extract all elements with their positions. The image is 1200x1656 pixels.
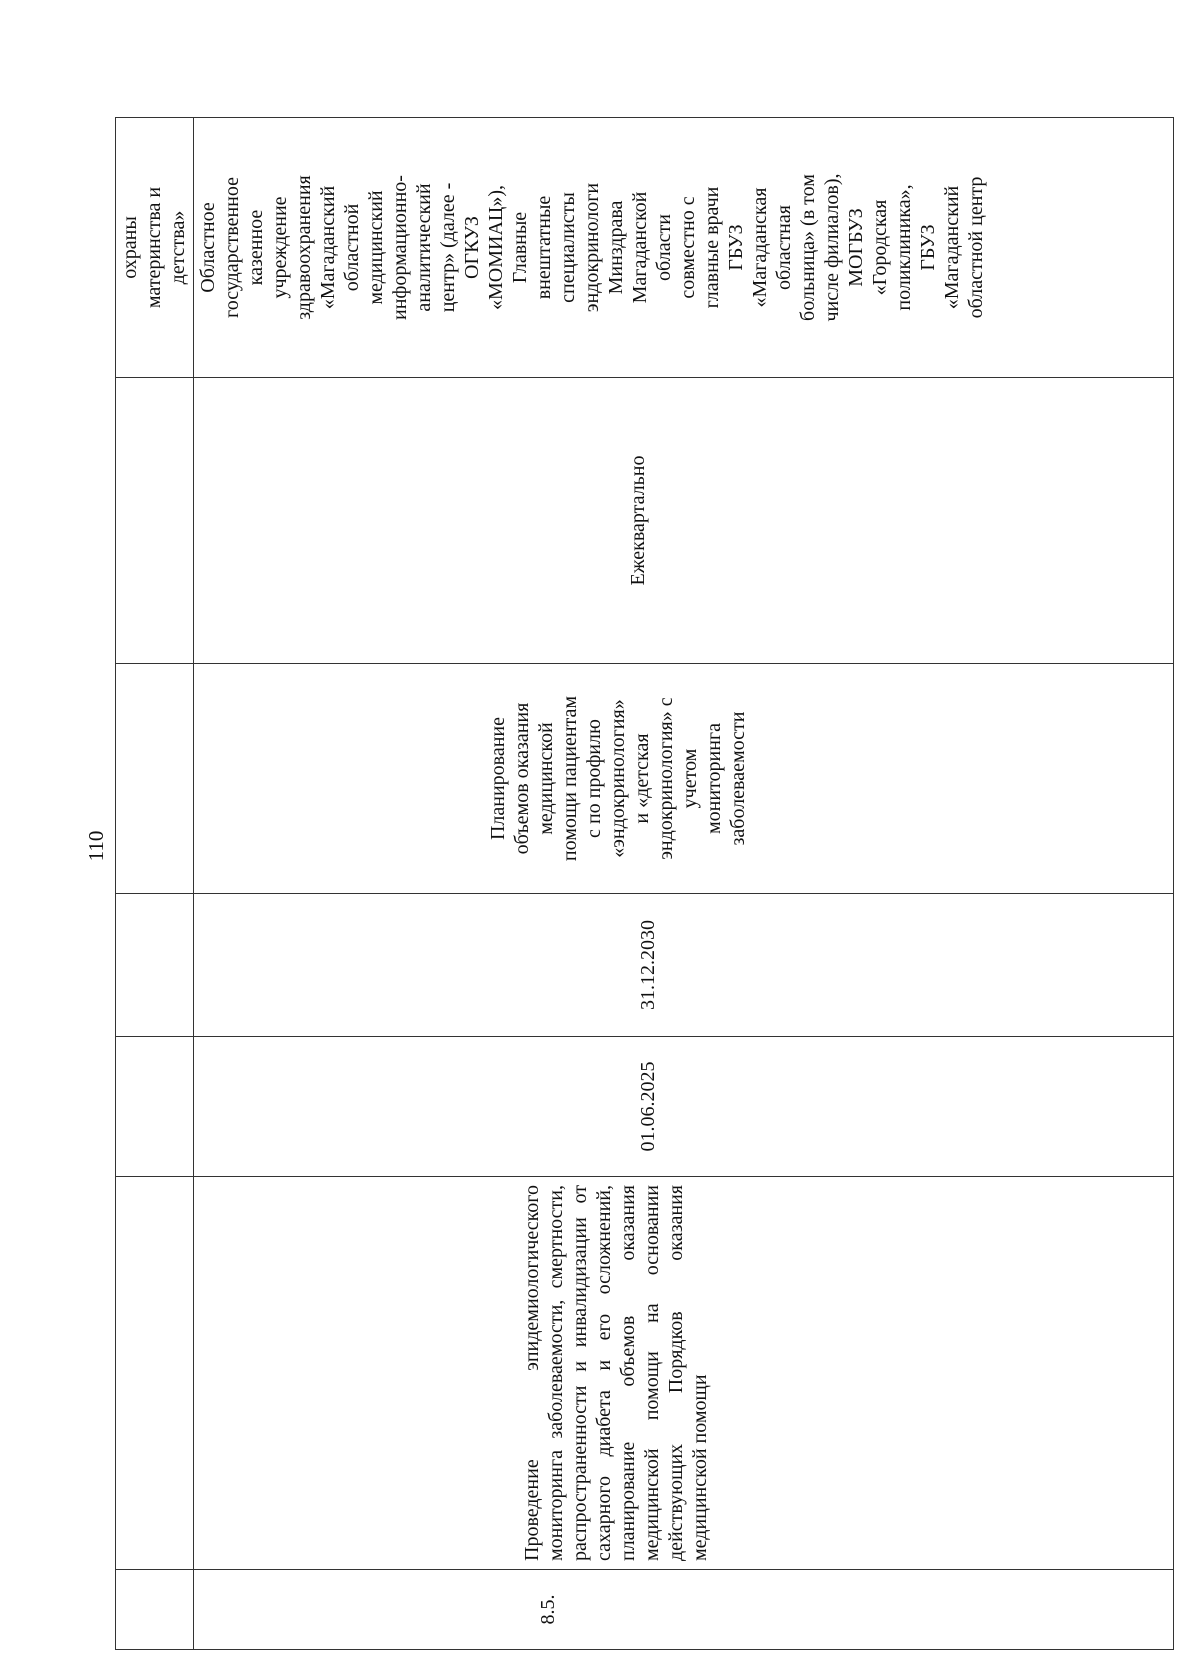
result-line: с по профилю bbox=[583, 719, 605, 838]
responsible-line: учреждение bbox=[269, 196, 291, 299]
cell-empty bbox=[116, 1177, 194, 1570]
cell-empty bbox=[116, 1037, 194, 1177]
responsible-line: ОГКУЗ bbox=[461, 216, 483, 279]
responsible-line: поликлиника», bbox=[893, 184, 915, 311]
cell-responsible-continuation bbox=[116, 118, 194, 378]
responsible-line: информационно- bbox=[389, 175, 411, 320]
responsible-line: числе филиалов), bbox=[821, 173, 843, 322]
responsible-continuation-text bbox=[116, 118, 190, 377]
responsible-line: «Магаданская bbox=[749, 187, 771, 308]
responsible-line: МОГБУЗ bbox=[845, 208, 867, 287]
responsible-line: областной центр bbox=[965, 176, 987, 319]
table-row bbox=[194, 118, 1174, 1650]
responsible-line: области bbox=[653, 214, 675, 281]
cell-empty bbox=[116, 378, 194, 664]
cell-description bbox=[194, 1177, 1174, 1570]
result-line: учетом bbox=[679, 748, 701, 809]
result-line: помощи пациентам bbox=[559, 695, 581, 862]
cell-end-date bbox=[194, 894, 1174, 1037]
responsible-line: Магаданской bbox=[629, 191, 651, 304]
responsible-line: ГБУЗ bbox=[725, 224, 747, 271]
measures-table bbox=[115, 117, 1174, 1650]
responsible-line: Областное bbox=[197, 202, 219, 293]
cell-start-date bbox=[194, 1037, 1174, 1177]
cell-responsible bbox=[194, 118, 1174, 378]
measure-description: Проведение эпидемиологического мониторинга заболеваемости, смертности, распространенности и инвалидизации от сахарного диабета и его осложнений, планирование объемов оказания медицинской помощи на основании действующих Порядков оказания медицинской помощи bbox=[521, 1185, 711, 1561]
result-line: «эндокринология» bbox=[607, 699, 629, 858]
responsible-line: областной bbox=[341, 203, 363, 292]
responsible-line: Главные bbox=[509, 211, 531, 284]
cell-result bbox=[194, 664, 1174, 894]
cell-empty bbox=[116, 1570, 194, 1650]
responsible-line: «Магаданский bbox=[941, 185, 963, 310]
responsible-line: главные врачи bbox=[701, 186, 723, 309]
responsible-line: материнства и bbox=[143, 186, 165, 309]
responsible-line: «МОМИАЦ»), bbox=[485, 185, 507, 310]
frequency: Ежеквартально bbox=[627, 455, 649, 586]
row-number: 8.5. bbox=[537, 1594, 559, 1625]
cell-number bbox=[194, 1570, 1174, 1650]
responsible-line: больница» (в том bbox=[797, 174, 819, 321]
result-line: объемов оказания bbox=[511, 702, 533, 855]
end-date: 31.12.2030 bbox=[637, 920, 659, 1010]
result-line: Планирование bbox=[487, 716, 509, 841]
responsible-line: областная bbox=[773, 205, 795, 290]
responsible-line: государственное bbox=[221, 177, 243, 318]
responsible-line: «Городская bbox=[869, 199, 891, 296]
responsible-line: специалисты bbox=[557, 192, 579, 303]
responsible-line: казенное bbox=[245, 209, 267, 286]
cell-empty bbox=[116, 894, 194, 1037]
responsible-line: детства» bbox=[167, 210, 189, 285]
responsible-line: ГБУЗ bbox=[917, 224, 939, 271]
responsible-line: охраны bbox=[119, 216, 141, 279]
result-line: и «детская bbox=[631, 733, 653, 824]
result-line: заболеваемости bbox=[727, 711, 749, 846]
responsible-line: «Магаданский bbox=[317, 185, 339, 310]
responsible-line: аналитический bbox=[413, 183, 435, 312]
start-date: 01.06.2025 bbox=[637, 1061, 659, 1152]
page-number: 110 bbox=[84, 830, 108, 862]
responsible-line: центр» (далее - bbox=[437, 182, 459, 313]
responsible-executors bbox=[194, 118, 988, 377]
responsible-line: совместно с bbox=[677, 196, 699, 299]
responsible-line: здравоохранения bbox=[293, 175, 315, 320]
cell-empty bbox=[116, 664, 194, 894]
responsible-line: эндокринологи bbox=[581, 182, 603, 313]
responsible-line: медицинский bbox=[365, 190, 387, 305]
responsible-line: внештатные bbox=[533, 195, 555, 300]
cell-frequency bbox=[194, 378, 1174, 664]
responsible-line: Минздрава bbox=[605, 200, 627, 295]
result-line: мониторинга bbox=[703, 722, 725, 835]
rotated-table-container bbox=[115, 118, 1173, 1650]
table-row-continuation bbox=[116, 118, 194, 1650]
result-line: эндокринология» с bbox=[655, 697, 677, 860]
expected-result bbox=[194, 664, 750, 893]
result-line: медицинской bbox=[535, 722, 557, 835]
